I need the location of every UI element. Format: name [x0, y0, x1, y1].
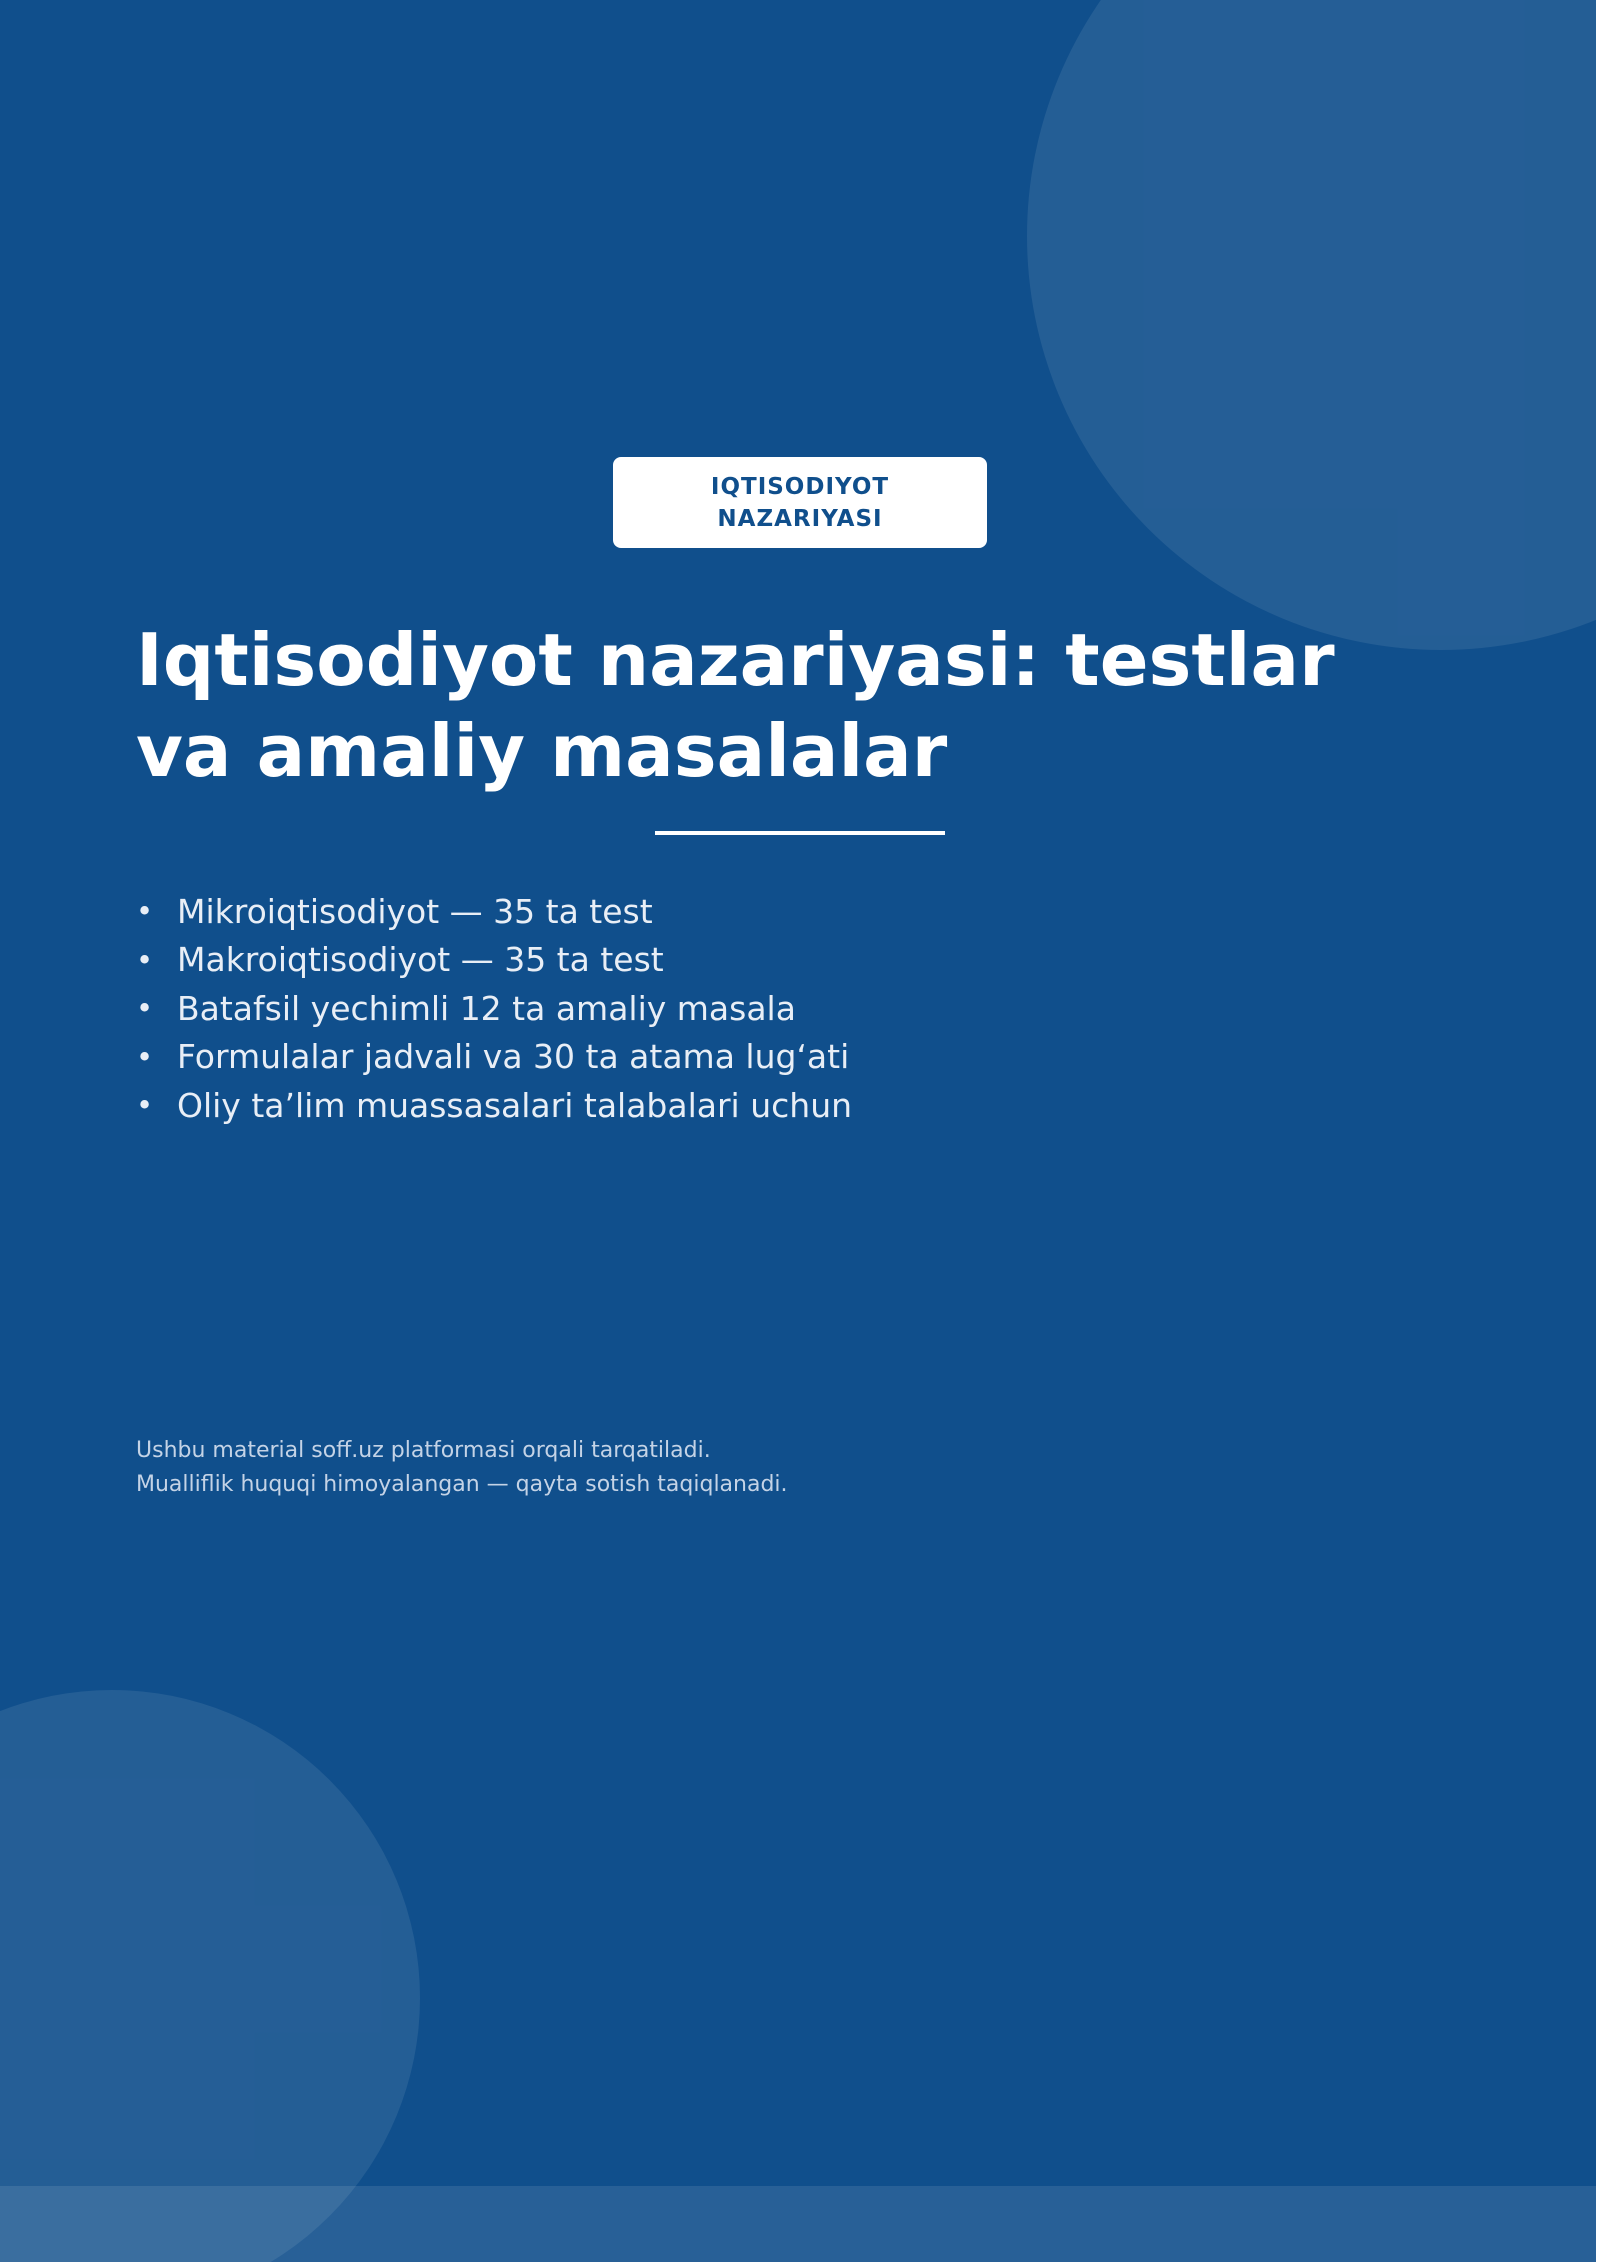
bullet-icon: •	[136, 991, 154, 1026]
decorative-circle-bottom	[0, 1690, 420, 2262]
feature-item	[136, 1081, 852, 1130]
feature-item	[136, 984, 852, 1033]
subject-badge	[613, 457, 987, 548]
feature-item	[136, 936, 852, 985]
feature-text: Oliy ta’lim muassasalari talabalari uchun	[177, 1085, 853, 1125]
feature-text: Mikroiqtisodiyot — 35 ta test	[177, 891, 653, 931]
distribution-note-line: Ushbu material soff.uz platformasi orqali tarqatiladi.	[136, 1438, 711, 1463]
feature-text: Makroiqtisodiyot — 35 ta test	[177, 940, 664, 980]
document-title-line: va amaliy masalalar	[136, 709, 948, 793]
feature-item	[136, 1033, 852, 1082]
feature-text: Formulalar jadvali va 30 ta atama lug‘ati	[177, 1037, 850, 1077]
bullet-icon: •	[136, 1088, 154, 1123]
decorative-circle-top	[1027, 0, 1600, 650]
subject-badge-line: NAZARIYASI	[717, 505, 883, 532]
document-title	[136, 615, 1466, 797]
copyright-note-line: Mualliflik huquqi himoyalangan — qayta sotish taqiqlanadi.	[136, 1472, 788, 1497]
page-edge	[1596, 0, 1600, 2262]
bullet-icon: •	[136, 942, 154, 977]
subject-badge-text	[690, 471, 910, 535]
feature-item	[136, 887, 852, 936]
footer-band	[0, 2186, 1600, 2262]
title-divider	[655, 831, 945, 835]
feature-list	[136, 887, 852, 1130]
bullet-icon: •	[136, 894, 154, 929]
bullet-icon: •	[136, 1039, 154, 1074]
distribution-note	[136, 1434, 788, 1502]
document-title-line: Iqtisodiyot nazariyasi: testlar	[136, 618, 1335, 702]
subject-badge-line: IQTISODIYOT	[710, 473, 890, 500]
feature-text: Batafsil yechimli 12 ta amaliy masala	[177, 988, 796, 1028]
